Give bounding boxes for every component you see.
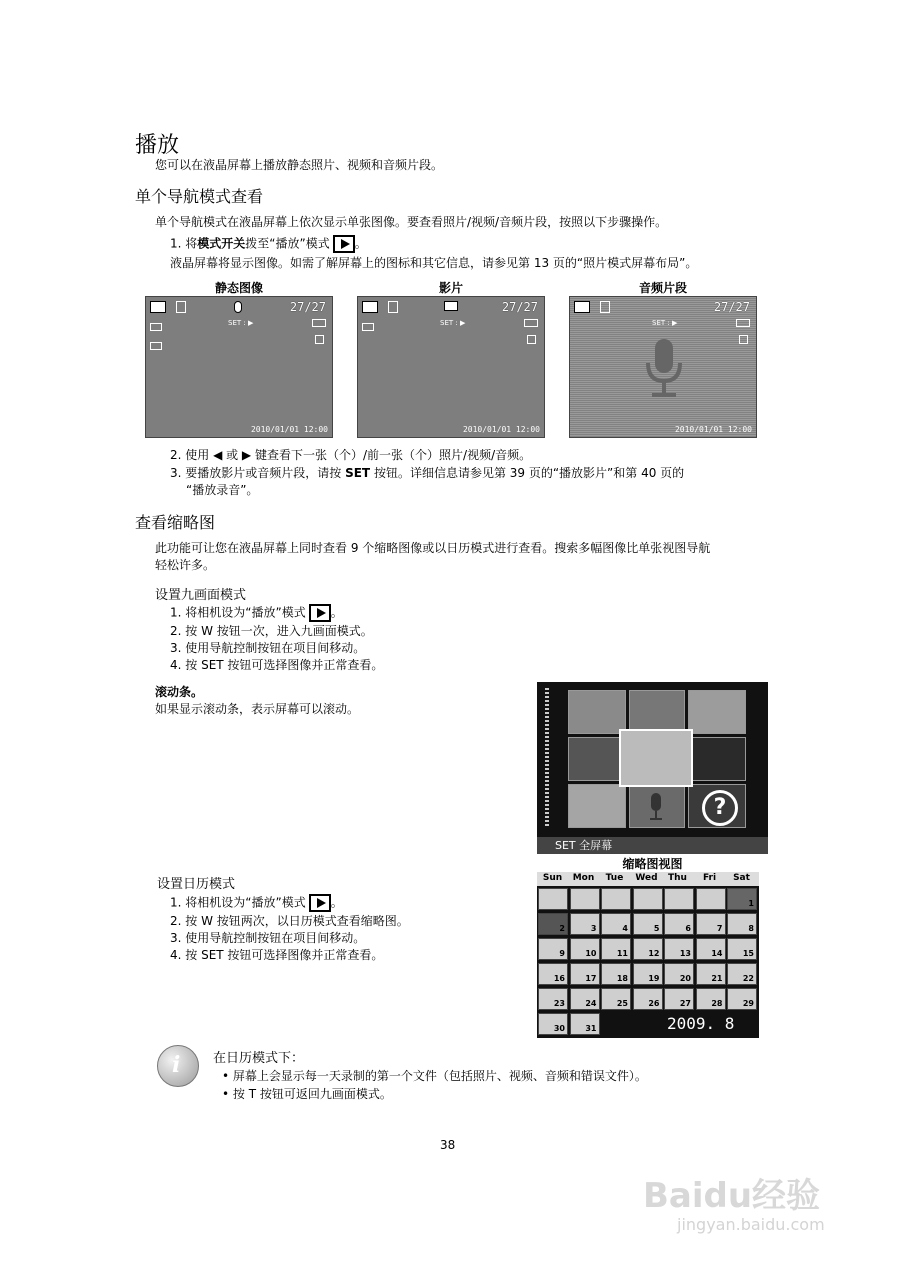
play-mode-icon <box>309 894 331 912</box>
print-icon <box>150 342 162 350</box>
resolution-icon <box>150 323 162 331</box>
set-play-hint: SET : ▶ <box>228 319 254 327</box>
scrollbar-desc: 如果显示滚动条，表示屏幕可以滚动。 <box>155 702 360 716</box>
calendar-day-cell[interactable]: 7 <box>696 913 726 935</box>
note-title: 在日历模式下： <box>213 1051 305 1066</box>
caption-movie: 影片 <box>438 281 463 295</box>
battery-icon <box>736 319 750 327</box>
file-counter: 27/27 <box>713 300 750 314</box>
question-icon: ? <box>702 790 738 826</box>
play-mode-icon <box>333 235 355 253</box>
calendar-day-cell[interactable]: 17 <box>570 963 600 985</box>
play-icon <box>362 301 378 313</box>
play-icon <box>150 301 166 313</box>
lock-icon <box>388 301 398 313</box>
page-number: 38 <box>440 1138 456 1152</box>
calendar-day-cell[interactable]: 30 <box>538 1013 568 1035</box>
file-counter: 27/27 <box>501 300 538 314</box>
resolution-icon <box>362 323 374 331</box>
intro-text: 您可以在液晶屏幕上播放静态照片、视频和音频片段。 <box>155 158 444 172</box>
calendar-day-cell[interactable]: 4 <box>601 913 631 935</box>
weekday-label: Mon <box>572 873 595 883</box>
microphone-icon <box>234 301 242 313</box>
step1-line1: 1. 将模式开关拨至“播放”模式 。 <box>170 235 367 253</box>
nine-step-4: 4. 按 SET 按钮可选择图像并正常查看。 <box>170 658 384 672</box>
watermark-url: jingyan.baidu.com <box>677 1215 825 1234</box>
calendar-day-cell[interactable] <box>664 888 694 910</box>
calendar-day-cell[interactable] <box>601 888 631 910</box>
step2-text: 2. 使用 ◀ 或 ▶ 键查看下一张（个）/前一张（个）照片/视频/音频。 <box>170 448 532 462</box>
lcd-audio <box>569 296 757 438</box>
thumbnail-view-screen <box>537 682 768 854</box>
datetime-stamp: 2010/01/01 12:00 <box>250 425 328 434</box>
calendar-day-cell[interactable] <box>633 888 663 910</box>
scrollbar <box>545 688 549 828</box>
section2-heading: 查看缩略图 <box>135 513 216 532</box>
weekday-label: Wed <box>635 873 658 883</box>
thumbnail <box>568 690 626 734</box>
calendar-day-cell[interactable]: 14 <box>696 938 726 960</box>
calendar-day-cell[interactable] <box>570 888 600 910</box>
note-bullet-1: • 屏幕上会显示每一天录制的第一个文件（包括照片、视频、音频和错误文件）。 <box>222 1069 647 1083</box>
calendar-day-cell[interactable]: 24 <box>570 988 600 1010</box>
calendar-day-cell[interactable]: 10 <box>570 938 600 960</box>
calendar-day-cell[interactable]: 5 <box>633 913 663 935</box>
movie-camera-icon <box>444 301 458 311</box>
calendar-day-cell[interactable]: 8 <box>727 913 757 935</box>
calendar-day-cell[interactable]: 13 <box>664 938 694 960</box>
caption-still: 静态图像 <box>214 281 263 295</box>
calendar-day-cell[interactable]: 6 <box>664 913 694 935</box>
calendar-day-cell[interactable]: 19 <box>633 963 663 985</box>
lcd-still-image <box>145 296 333 438</box>
calendar-day-cell[interactable]: 16 <box>538 963 568 985</box>
calendar-day-cell[interactable]: 12 <box>633 938 663 960</box>
set-play-hint: SET : ▶ <box>652 319 678 327</box>
protect-icon <box>315 335 324 344</box>
calendar-day-cell[interactable] <box>538 888 568 910</box>
nine-grid-heading: 设置九画面模式 <box>155 588 247 603</box>
set-play-hint: SET : ▶ <box>440 319 466 327</box>
cal-step-3: 3. 使用导航控制按钮在项目间移动。 <box>170 931 366 945</box>
thumbnail <box>568 737 626 781</box>
calendar-day-cell[interactable]: 26 <box>633 988 663 1010</box>
calendar-day-cell[interactable]: 1 <box>727 888 757 910</box>
calendar-day-cell[interactable]: 11 <box>601 938 631 960</box>
calendar-day-cell[interactable]: 21 <box>696 963 726 985</box>
weekday-label: Sat <box>733 873 750 883</box>
weekday-label: Fri <box>702 873 717 883</box>
lcd-movie <box>357 296 545 438</box>
calendar-day-cell[interactable]: 3 <box>570 913 600 935</box>
thumbnail <box>688 737 746 781</box>
calendar-heading: 设置日历模式 <box>157 877 236 892</box>
calendar-day-cell[interactable]: 31 <box>570 1013 600 1035</box>
datetime-stamp: 2010/01/01 12:00 <box>462 425 540 434</box>
thumbnail-selected <box>619 729 693 787</box>
calendar-day-cell[interactable]: 18 <box>601 963 631 985</box>
datetime-stamp: 2010/01/01 12:00 <box>674 425 752 434</box>
calendar-day-cell[interactable]: 29 <box>727 988 757 1010</box>
weekday-label: Thu <box>668 873 687 883</box>
calendar-day-cell[interactable]: 9 <box>538 938 568 960</box>
protect-icon <box>739 335 748 344</box>
nine-step-3: 3. 使用导航控制按钮在项目间移动。 <box>170 641 366 655</box>
scrollbar-heading: 滚动条。 <box>155 685 204 699</box>
battery-icon <box>524 319 538 327</box>
thumbnail <box>629 690 685 734</box>
play-mode-icon <box>309 604 331 622</box>
cal-step-1: 1. 将相机设为“播放”模式 。 <box>170 894 343 912</box>
step1-line2: 液晶屏幕将显示图像。如需了解屏幕上的图标和其它信息，请参见第 13 页的“照片模式屏幕布局”。 <box>170 256 698 270</box>
watermark-logo: Baidu经验 <box>643 1176 821 1216</box>
calendar-day-cell[interactable]: 27 <box>664 988 694 1010</box>
calendar-day-cell[interactable]: 15 <box>727 938 757 960</box>
weekday-label: Tue <box>605 873 624 883</box>
section1-heading: 单个导航模式查看 <box>135 187 264 206</box>
cal-step-2: 2. 按 W 按钮两次，以日历模式查看缩略图。 <box>170 914 409 928</box>
lock-icon <box>176 301 186 313</box>
caption-audio: 音频片段 <box>638 281 687 295</box>
battery-icon <box>312 319 326 327</box>
thumbnail <box>568 784 626 828</box>
lock-icon <box>600 301 610 313</box>
weekday-label: Sun <box>542 873 563 883</box>
section1-desc: 单个导航模式在液晶屏幕上依次显示单张图像。要查看照片/视频/音频片段，按照以下步骤操作。 <box>155 215 668 229</box>
section2-desc-line1: 此功能可让您在液晶屏幕上同时查看 9 个缩略图像或以日历模式进行查看。搜索多幅图像比单张视图导航 <box>155 541 711 555</box>
thumbnail-caption: 缩略图视图 <box>622 857 683 871</box>
nine-step-2: 2. 按 W 按钮一次，进入九画面模式。 <box>170 624 373 638</box>
calendar-day-cell[interactable]: 23 <box>538 988 568 1010</box>
step3-line1: 3. 要播放影片或音频片段，请按 SET 按钮。详细信息请参见第 39 页的“播放影片”和第 40 页的 <box>170 466 685 480</box>
calendar-day-cell[interactable]: 22 <box>727 963 757 985</box>
note-bullet-2: • 按 T 按钮可返回九画面模式。 <box>222 1087 392 1101</box>
calendar-month: 2009. 8 <box>667 1014 735 1033</box>
calendar-day-cell[interactable]: 2 <box>538 913 568 935</box>
nine-step-1: 1. 将相机设为“播放”模式 。 <box>170 604 343 622</box>
section2-desc-line2: 轻松许多。 <box>155 558 216 572</box>
file-counter: 27/27 <box>289 300 326 314</box>
calendar-weekday-header <box>537 872 759 886</box>
calendar-day-cell[interactable]: 28 <box>696 988 726 1010</box>
step3-line2: “播放录音”。 <box>186 483 259 497</box>
calendar-day-cell[interactable]: 25 <box>601 988 631 1010</box>
play-icon <box>574 301 590 313</box>
calendar-day-cell[interactable]: 20 <box>664 963 694 985</box>
page-title: 播放 <box>135 133 180 158</box>
calendar-view-screen <box>537 872 759 1038</box>
thumbnail-footer: SET 全屏幕 <box>537 837 768 854</box>
cal-step-4: 4. 按 SET 按钮可选择图像并正常查看。 <box>170 948 384 962</box>
thumbnail <box>688 690 746 734</box>
info-icon: i <box>157 1045 199 1087</box>
thumbnail-error <box>688 784 746 828</box>
thumbnail-audio <box>629 784 685 828</box>
calendar-day-cell[interactable] <box>696 888 726 910</box>
protect-icon <box>527 335 536 344</box>
microphone-icon <box>642 337 686 399</box>
